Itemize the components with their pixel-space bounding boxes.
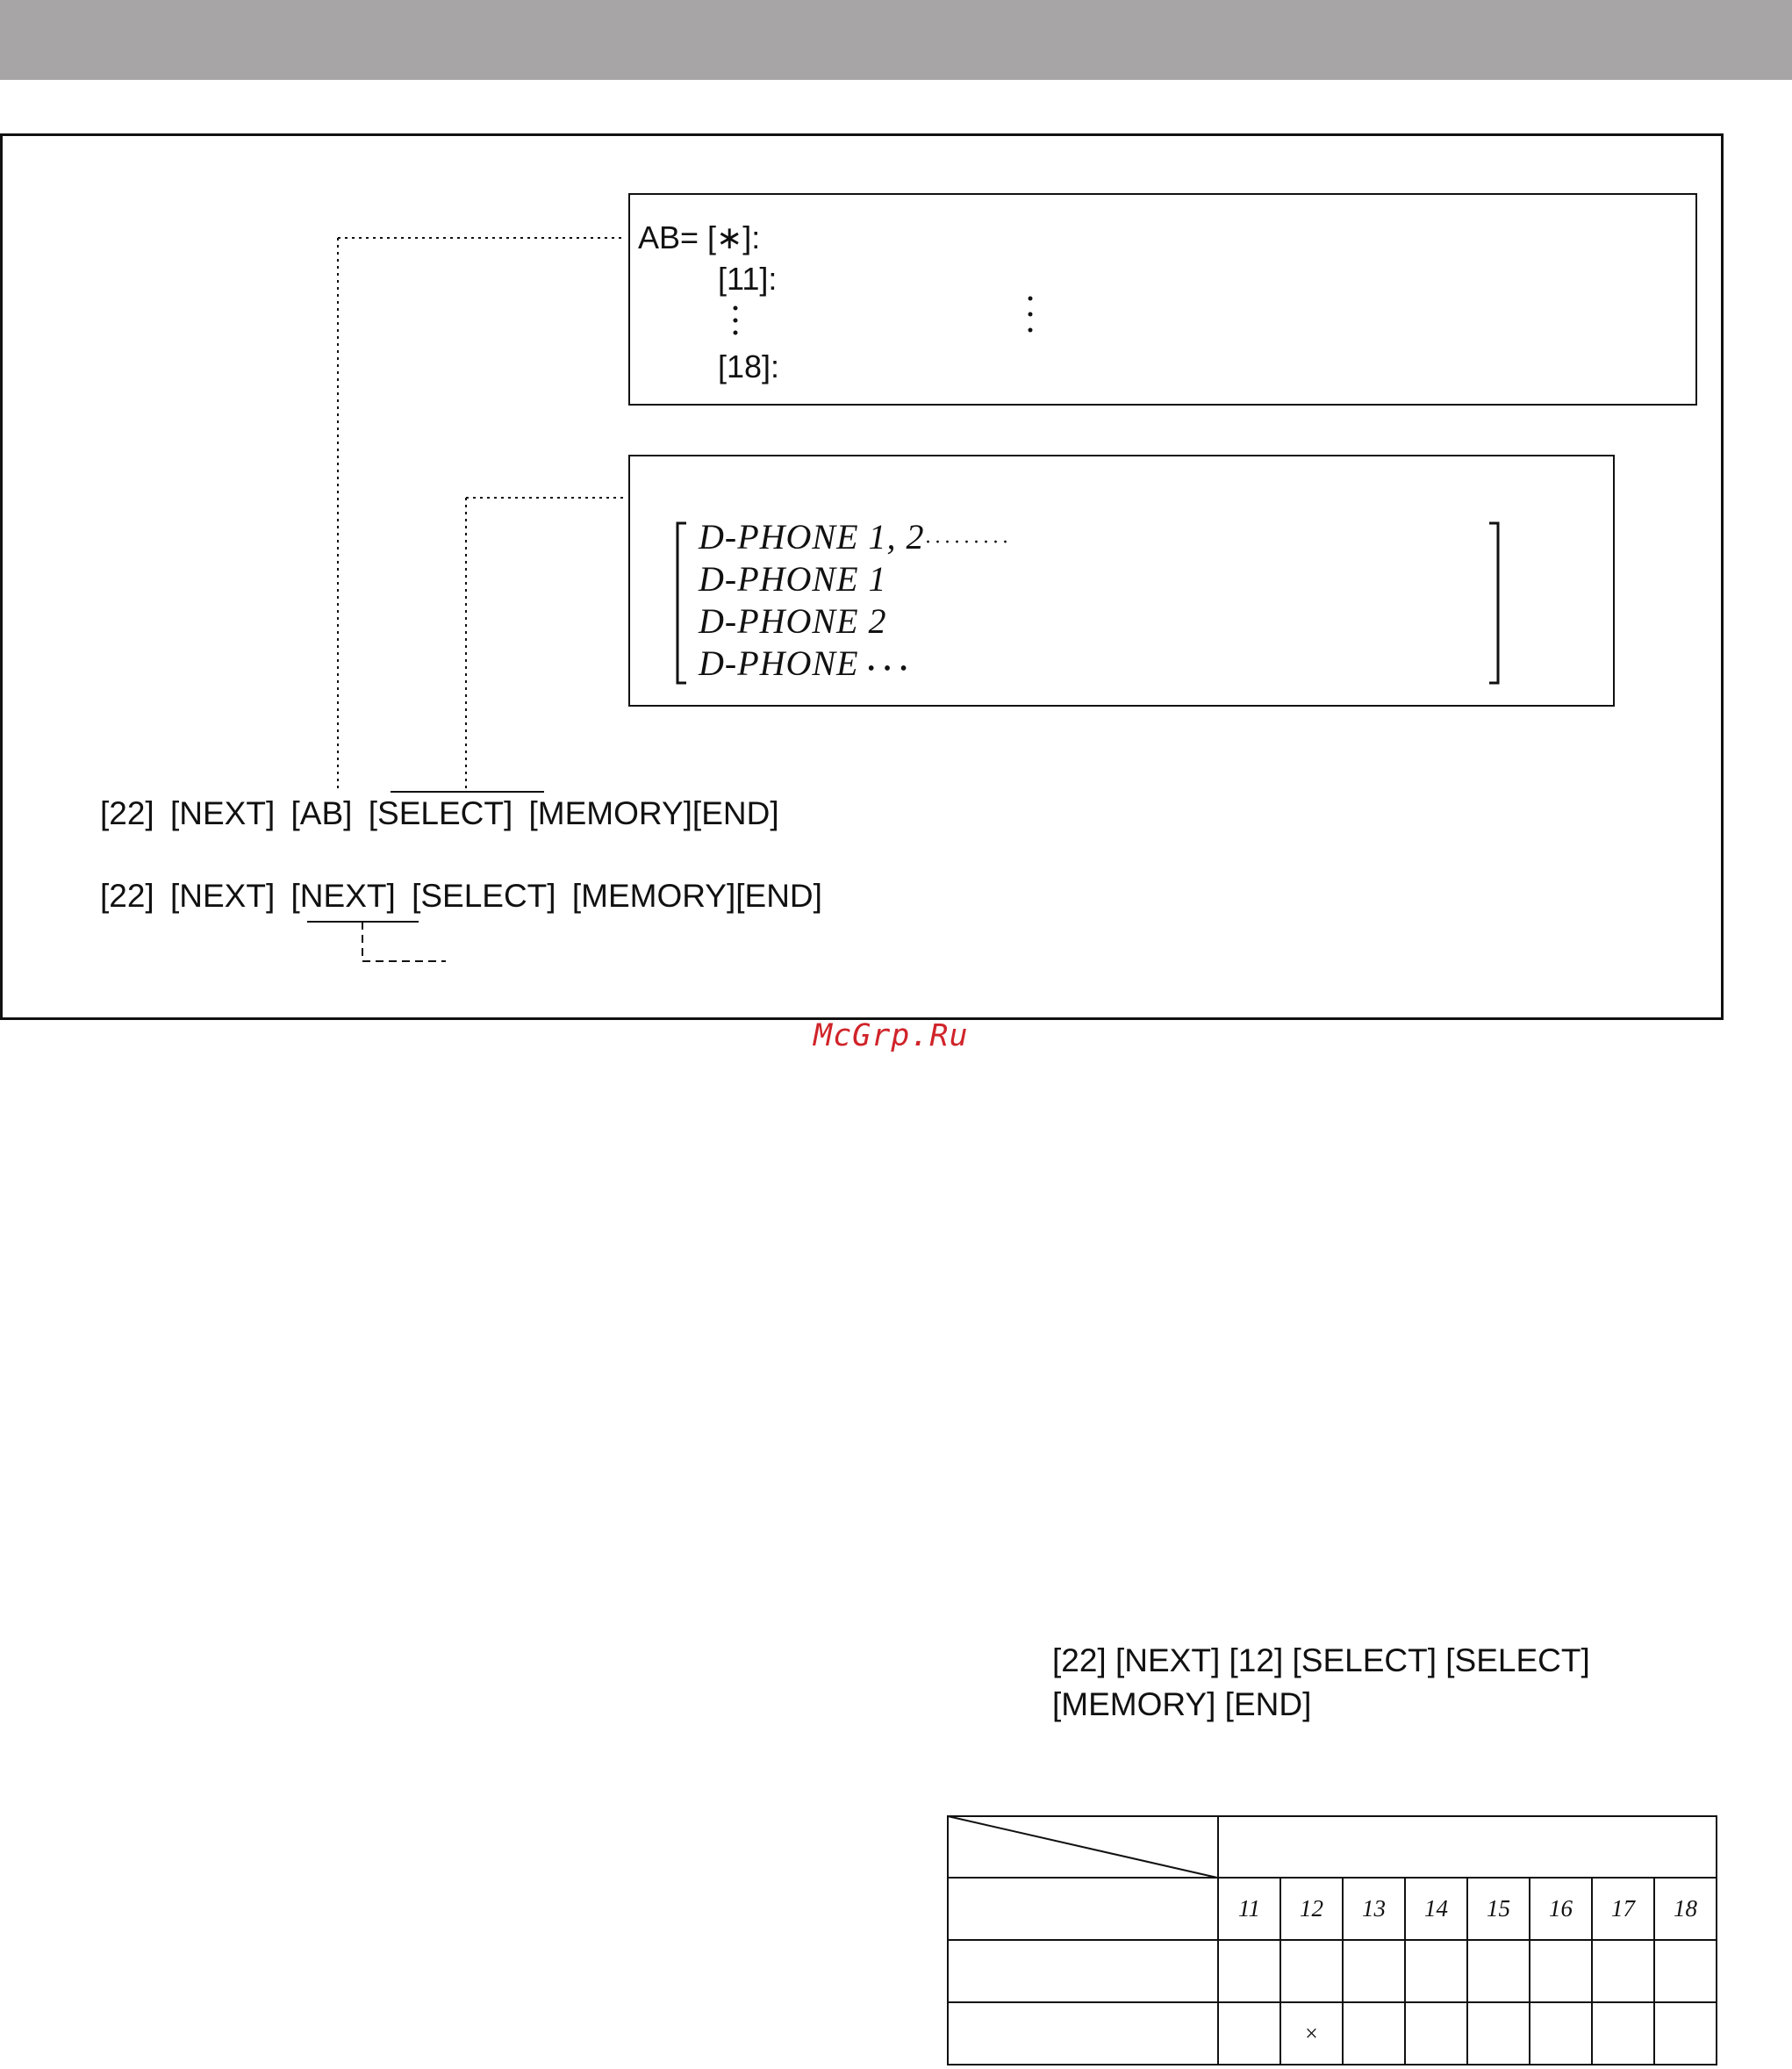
table-col-header: 11 bbox=[1218, 1878, 1280, 1940]
table-cell bbox=[1343, 1940, 1405, 2002]
table-col-header: 16 bbox=[1530, 1878, 1592, 1940]
key-sequence-1: [22] [NEXT] [AB] [SELECT] [MEMORY][END] bbox=[100, 795, 779, 831]
table-cell bbox=[1654, 1940, 1717, 2002]
table-corner-cell bbox=[948, 1816, 1218, 1878]
table-cell bbox=[1592, 1940, 1654, 2002]
assignment-table bbox=[947, 1815, 1717, 2065]
display-line-18: [18]: bbox=[718, 348, 780, 384]
table-col-header: 17 bbox=[1592, 1878, 1654, 1940]
table-col-header: 18 bbox=[1654, 1878, 1717, 1940]
table-cell bbox=[1592, 2002, 1654, 2065]
table-row bbox=[948, 1940, 1717, 2002]
table-row bbox=[948, 2002, 1717, 2065]
table-cell bbox=[1467, 1940, 1530, 2002]
table-cell bbox=[1218, 1940, 1280, 2002]
table-cell bbox=[1530, 2002, 1592, 2065]
display-line-11: [11]: bbox=[718, 261, 778, 297]
key-sequence-2: [22] [NEXT] [NEXT] [SELECT] [MEMORY][END] bbox=[100, 878, 822, 914]
table-row bbox=[948, 1878, 1717, 1940]
star-icon: ∗ bbox=[716, 219, 743, 255]
dphone-item-3: D-PHONE 2 bbox=[699, 601, 887, 641]
dphone-item-4: D-PHONE • • • bbox=[699, 643, 909, 683]
table-col-header: 15 bbox=[1467, 1878, 1530, 1940]
table-row-label bbox=[948, 1940, 1218, 2002]
table-cell bbox=[1343, 2002, 1405, 2065]
table-cell bbox=[1405, 2002, 1467, 2065]
dphone-item-2: D-PHONE 1 bbox=[699, 559, 887, 599]
key-sequence-3-line-2: [MEMORY] [END] bbox=[1052, 1686, 1312, 1722]
table-header-row bbox=[948, 1816, 1717, 1878]
table-header-span-cell bbox=[1218, 1816, 1717, 1878]
table-cell bbox=[1654, 2002, 1717, 2065]
display-line-ab: AB= [∗]: bbox=[638, 219, 761, 255]
dphone-item-1: D-PHONE 1, 2········· bbox=[699, 517, 1012, 557]
table-cell bbox=[1218, 2002, 1280, 2065]
table-cell: × bbox=[1280, 2002, 1343, 2065]
table-cell bbox=[1467, 2002, 1530, 2065]
table-col-header: 13 bbox=[1343, 1878, 1405, 1940]
table-cell bbox=[1530, 1940, 1592, 2002]
table-row-label bbox=[948, 1878, 1218, 1940]
table-cell bbox=[1405, 1940, 1467, 2002]
watermark-text: McGrp.Ru bbox=[814, 1018, 969, 1053]
table-col-header: 12 bbox=[1280, 1878, 1343, 1940]
table-row-label bbox=[948, 2002, 1218, 2065]
table-cell bbox=[1280, 1940, 1343, 2002]
display-box bbox=[628, 193, 1697, 406]
key-sequence-3-line-1: [22] [NEXT] [12] [SELECT] [SELECT] bbox=[1052, 1642, 1590, 1678]
table-col-header: 14 bbox=[1405, 1878, 1467, 1940]
